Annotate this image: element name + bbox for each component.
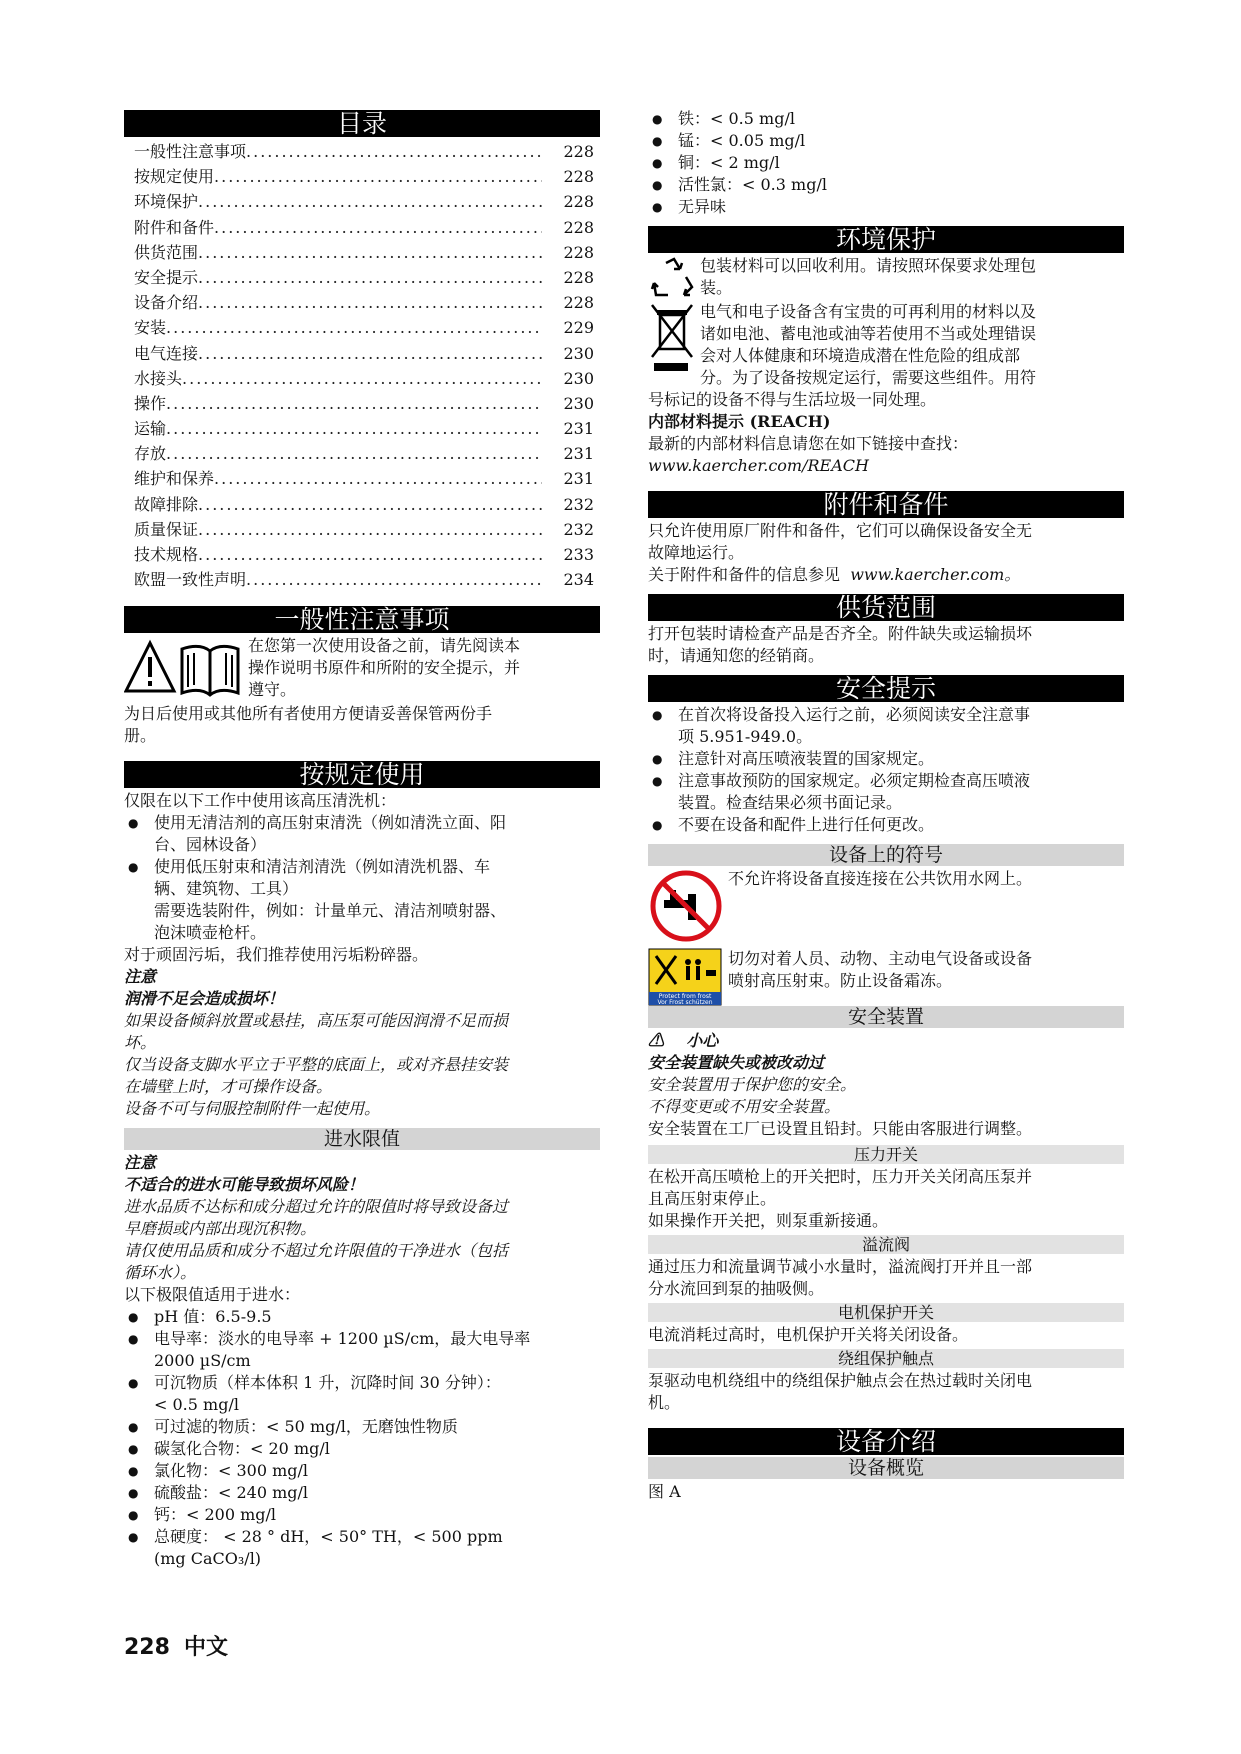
toc-entry-title: 安全提示: [134, 267, 199, 287]
toc-entry-page: 230: [563, 393, 594, 413]
toc-entry[interactable]: [124, 492, 600, 517]
toc-entry-title: 操作: [134, 393, 167, 413]
toc-entry[interactable]: [124, 441, 600, 466]
list-item: ● 使用无清洁剂的高压射束清洗（例如清洗立面、阳 台、园林设备）: [124, 812, 600, 856]
figure-reference: 图 A: [648, 1482, 681, 1501]
left-column: [124, 110, 600, 1570]
note-head: 润滑不足会造成损坏！: [124, 989, 285, 1009]
delivery-text: 时，请通知您的经销商。: [648, 646, 825, 665]
list-item: ● 铜：< 2 mg/l: [648, 152, 1124, 174]
recycle-text: 装。: [700, 278, 733, 297]
table-of-contents: [124, 139, 600, 592]
toc-entry-title: 质量保证: [134, 519, 199, 539]
language-label: 中文: [183, 1635, 228, 1660]
toc-entry-page: 228: [563, 242, 594, 262]
list-item: ● 锰：< 0.05 mg/l: [648, 130, 1124, 152]
toc-leader-dots: [166, 441, 542, 466]
toc-entry-page: 230: [563, 368, 594, 388]
toc-leader-dots: [198, 341, 542, 366]
toc-leader-dots: [246, 567, 542, 592]
list-item: ● 使用低压射束和清洁剂清洗（例如清洗机器、车 辆、建筑物、工具） 需要选装附件，例如：计量单元、清洁剂喷射器、 泡沫喷壶枪杆。: [124, 856, 600, 944]
note-line: 循环水）。: [124, 1263, 197, 1283]
safety-devices-heading: 安全装置: [648, 1006, 1124, 1028]
symbol-row: [648, 868, 1124, 944]
warning-and-manual-icon: [124, 635, 244, 703]
delivery-text: 打开包装时请检查产品是否齐全。附件缺失或运输损坏: [648, 624, 1033, 643]
overflow-valve-heading: 溢流阀: [648, 1235, 1124, 1254]
intended-after: 对于顽固污垢，我们推荐使用污垢粉碎器。: [124, 945, 429, 965]
toc-entry-title: 技术规格: [134, 545, 199, 564]
toc-entry[interactable]: [124, 366, 600, 391]
accessories-heading: 附件和备件: [648, 491, 1124, 518]
intended-use-list: [124, 812, 600, 944]
toc-leader-dots: [214, 466, 542, 491]
toc-entry[interactable]: [124, 215, 600, 240]
symbols-heading: 设备上的符号: [648, 844, 1124, 866]
toc-entry[interactable]: [124, 315, 600, 340]
water-limits-heading: 进水限值: [124, 1128, 600, 1150]
toc-leader-dots: [246, 139, 542, 164]
overflow-text: 通过压力和流量调节减小水量时，溢流阀打开并且一部: [648, 1257, 1033, 1276]
weee-text: 分。为了设备按规定运行，需要这些组件。用符: [700, 368, 1037, 387]
note-head: 不适合的进水可能导致损坏风险！: [124, 1175, 365, 1195]
list-item: ● 活性氯：< 0.3 mg/l: [648, 174, 1124, 196]
toc-entry-page: 228: [563, 267, 594, 287]
note-title: 注意: [124, 1153, 157, 1173]
note-title: 注意: [124, 967, 157, 987]
toc-entry-title: 按规定使用: [134, 167, 215, 187]
motor-text: 电流消耗过高时，电机保护开关将关闭设备。: [648, 1325, 969, 1344]
toc-heading: 目录: [124, 110, 600, 137]
pressure-text: 且高压射束停止。: [648, 1189, 777, 1208]
frost-label: Protect from frost: [658, 993, 712, 1000]
note-line: 如果设备倾斜放置或悬挂，高压泵可能因润滑不足而损: [124, 1011, 509, 1031]
caution-line: 不得变更或不用安全装置。: [648, 1097, 841, 1116]
weee-row: [648, 301, 1124, 389]
toc-entry-title: 安装: [134, 318, 167, 338]
toc-leader-dots: [214, 164, 542, 189]
list-item: ● 注意事故预防的国家规定。必须定期检查高压喷液 装置。检查结果必须书面记录。: [648, 770, 1124, 814]
toc-leader-dots: [198, 265, 542, 290]
toc-leader-dots: [198, 189, 542, 214]
safety-heading: 安全提示: [648, 675, 1124, 702]
toc-entry[interactable]: [124, 189, 600, 214]
recycling-icon: [648, 255, 698, 301]
winding-text: 机。: [648, 1393, 681, 1412]
page-footer: [124, 1630, 242, 1661]
intended-intro: 仅限在以下工作中使用该高压清洗机：: [124, 791, 397, 811]
recycle-row: [648, 255, 1124, 301]
toc-entry-page: 231: [563, 469, 594, 489]
weee-text: 会对人体健康和环境造成潜在性危险的组成部: [700, 346, 1021, 365]
general-notice: [124, 635, 600, 703]
symbol-text: 切勿对着人员、动物、主动电气设备或设备: [728, 949, 1033, 968]
toc-entry-title: 一般性注意事项: [134, 142, 247, 161]
toc-entry-page: 234: [563, 570, 594, 590]
pressure-text: 在松开高压喷枪上的开关把时，压力开关关闭高压泵并: [648, 1167, 1033, 1186]
no-spraying-frost-icon: [648, 948, 728, 1006]
motor-protection-heading: 电机保护开关: [648, 1303, 1124, 1322]
reach-text: 最新的内部材料信息请您在如下链接中查找：: [648, 434, 969, 453]
pressure-text: 如果操作开关把，则泵重新接通。: [648, 1211, 889, 1230]
toc-leader-dots: [166, 391, 542, 416]
weee-text: 电气和电子设备含有宝贵的可再利用的材料以及: [700, 302, 1037, 321]
toc-entry-page: 232: [563, 519, 594, 539]
environment-heading: 环境保护: [648, 226, 1124, 253]
toc-entry[interactable]: [124, 542, 600, 567]
note-line: 设备不可与伺服控制附件一起使用。: [124, 1099, 381, 1119]
water-limits-list-continued: [648, 108, 1124, 218]
toc-entry-title: 电气连接: [134, 343, 199, 363]
toc-leader-dots: [198, 290, 542, 315]
accessories-ref: 关于附件和备件的信息参见 www.kaercher.com。: [648, 565, 1021, 584]
toc-entry-title: 故障排除: [134, 494, 199, 514]
toc-entry-page: 229: [563, 318, 594, 338]
toc-entry-page: 232: [563, 494, 594, 514]
note-line: 在墙壁上时，才可操作设备。: [124, 1077, 333, 1097]
caution-line: 安全装置用于保护您的安全。: [648, 1075, 857, 1094]
list-item: ● 钙：< 200 mg/l: [124, 1504, 600, 1526]
right-column: [648, 108, 1124, 1503]
toc-entry[interactable]: [124, 164, 600, 189]
water-intro: 以下极限值适用于进水：: [124, 1285, 301, 1305]
toc-entry[interactable]: [124, 466, 600, 491]
list-item: ● 电导率：淡水的电导率 + 1200 µS/cm，最大电导率 2000 µS/cm: [124, 1328, 600, 1372]
list-item: ● 碳氢化合物：< 20 mg/l: [124, 1438, 600, 1460]
winding-protection-heading: 绕组保护触点: [648, 1349, 1124, 1368]
toc-entry-title: 维护和保养: [134, 469, 215, 489]
crossed-out-bin-icon: [648, 301, 698, 389]
list-item: ● 可过滤的物质：< 50 mg/l，无磨蚀性物质: [124, 1416, 600, 1438]
toc-leader-dots: [198, 240, 542, 265]
toc-entry[interactable]: [124, 240, 600, 265]
toc-entry-page: 228: [563, 293, 594, 313]
accessories-text: 故障地运行。: [648, 543, 745, 562]
weee-text: 号标记的设备不得与生活垃圾一同处理。: [648, 390, 937, 409]
toc-entry[interactable]: [124, 265, 600, 290]
toc-entry-page: 228: [563, 142, 594, 161]
list-item: ● 不要在设备和配件上进行任何更改。: [648, 814, 1124, 836]
list-item: ● 氯化物：< 300 mg/l: [124, 1460, 600, 1482]
general-line: 操作说明书原件和所附的安全提示，并: [248, 658, 521, 678]
reach-title: 内部材料提示 (REACH): [648, 412, 831, 431]
symbol-text: 不允许将设备直接连接在公共饮用水网上。: [728, 869, 1033, 888]
symbol-text: 喷射高压射束。防止设备霜冻。: [728, 971, 953, 990]
general-heading: 一般性注意事项: [124, 606, 600, 633]
toc-entry-page: 228: [563, 167, 594, 187]
toc-entry-title: 环境保护: [134, 192, 199, 212]
warning-icon: ⚠: [648, 1031, 665, 1050]
sealed-text: 安全装置在工厂已设置且铅封。只能由客服进行调整。: [648, 1119, 1033, 1138]
general-line: 在您第一次使用设备之前，请先阅读本: [248, 636, 521, 656]
toc-leader-dots: [182, 366, 542, 391]
toc-entry-page: 231: [563, 444, 594, 464]
toc-leader-dots: [166, 315, 542, 340]
toc-leader-dots: [198, 517, 542, 542]
toc-entry[interactable]: [124, 341, 600, 366]
toc-entry-title: 供货范围: [134, 242, 199, 262]
toc-entry-page: 228: [563, 192, 594, 212]
toc-entry[interactable]: [124, 290, 600, 315]
toc-entry[interactable]: [124, 139, 600, 164]
frost-label: Vor Frost schützen: [657, 999, 713, 1006]
weee-text: 诸如电池、蓄电池或油等若使用不当或处理错误: [700, 324, 1037, 343]
toc-entry-title: 运输: [134, 419, 167, 439]
toc-entry-title: 存放: [134, 444, 167, 464]
accessories-text: 只允许使用原厂附件和备件，它们可以确保设备安全无: [648, 521, 1033, 540]
general-line: 遵守。: [248, 680, 297, 700]
toc-entry[interactable]: [124, 391, 600, 416]
note-line: 早磨损或内部出现沉积物。: [124, 1219, 317, 1239]
safety-list: [648, 704, 1124, 836]
toc-leader-dots: [214, 215, 542, 240]
note-line: 进水品质不达标和成分超过允许的限值时将导致设备过: [124, 1197, 509, 1217]
list-item: ● 可沉物质（样本体积 1 升，沉降时间 30 分钟）： < 0.5 mg/l: [124, 1372, 600, 1416]
toc-leader-dots: [166, 416, 542, 441]
toc-entry-title: 附件和备件: [134, 217, 215, 237]
list-item: ● 注意针对高压喷液装置的国家规定。: [648, 748, 1124, 770]
reach-link[interactable]: www.kaercher.com/REACH: [648, 456, 869, 475]
list-item: ● 铁：< 0.5 mg/l: [648, 108, 1124, 130]
list-item: ● 在首次将设备投入运行之前，必须阅读安全注意事 项 5.951-949.0。: [648, 704, 1124, 748]
toc-entry-title: 欧盟一致性声明: [134, 570, 247, 590]
accessories-link[interactable]: www.kaercher.com。: [850, 565, 1021, 584]
toc-entry-title: 水接头: [134, 368, 183, 388]
toc-entry-page: 233: [563, 545, 594, 564]
list-item: ● pH 值：6.5-9.5: [124, 1306, 600, 1328]
note-line: 坏。: [124, 1033, 157, 1053]
device-description-heading: 设备介绍: [648, 1428, 1124, 1455]
toc-entry[interactable]: [124, 416, 600, 441]
toc-entry-title: 设备介绍: [134, 293, 199, 313]
pressure-switch-heading: 压力开关: [648, 1145, 1124, 1164]
general-text: 册。: [124, 726, 157, 746]
note-line: 请仅使用品质和成分不超过允许限值的干净进水（包括: [124, 1241, 509, 1261]
water-limits-list: [124, 1306, 600, 1570]
toc-leader-dots: [198, 542, 542, 567]
general-text: 为日后使用或其他所有者使用方便请妥善保管两份手: [124, 704, 493, 724]
caution-head: 安全装置缺失或被改动过: [648, 1053, 825, 1072]
note-line: 仅当设备支脚水平立于平整的底面上，或对齐悬挂安装: [124, 1055, 509, 1075]
list-item: ● 硫酸盐：< 240 mg/l: [124, 1482, 600, 1504]
toc-entry[interactable]: [124, 567, 600, 592]
toc-entry-page: 228: [563, 217, 594, 237]
winding-text: 泵驱动电机绕组中的绕组保护触点会在热过载时关闭电: [648, 1371, 1033, 1390]
page-number: 228: [124, 1635, 170, 1660]
device-overview-heading: 设备概览: [648, 1457, 1124, 1479]
list-item: ● 无异味: [648, 196, 1124, 218]
intended-use-heading: 按规定使用: [124, 761, 600, 788]
toc-entry-page: 231: [563, 419, 594, 439]
overflow-text: 分水流回到泵的抽吸侧。: [648, 1279, 825, 1298]
toc-leader-dots: [198, 492, 542, 517]
toc-entry-page: 230: [563, 343, 594, 363]
symbol-row: [648, 948, 1124, 1006]
caution-title: ⚠ 小心: [648, 1031, 719, 1050]
toc-entry[interactable]: [124, 517, 600, 542]
recycle-text: 包装材料可以回收利用。请按照环保要求处理包: [700, 256, 1037, 275]
delivery-heading: 供货范围: [648, 594, 1124, 621]
no-drinking-water-connection-icon: [648, 868, 728, 944]
list-item: ● 总硬度： < 28 ° dH，< 50° TH，< 500 ppm (mg CaCO₃/l): [124, 1526, 600, 1570]
